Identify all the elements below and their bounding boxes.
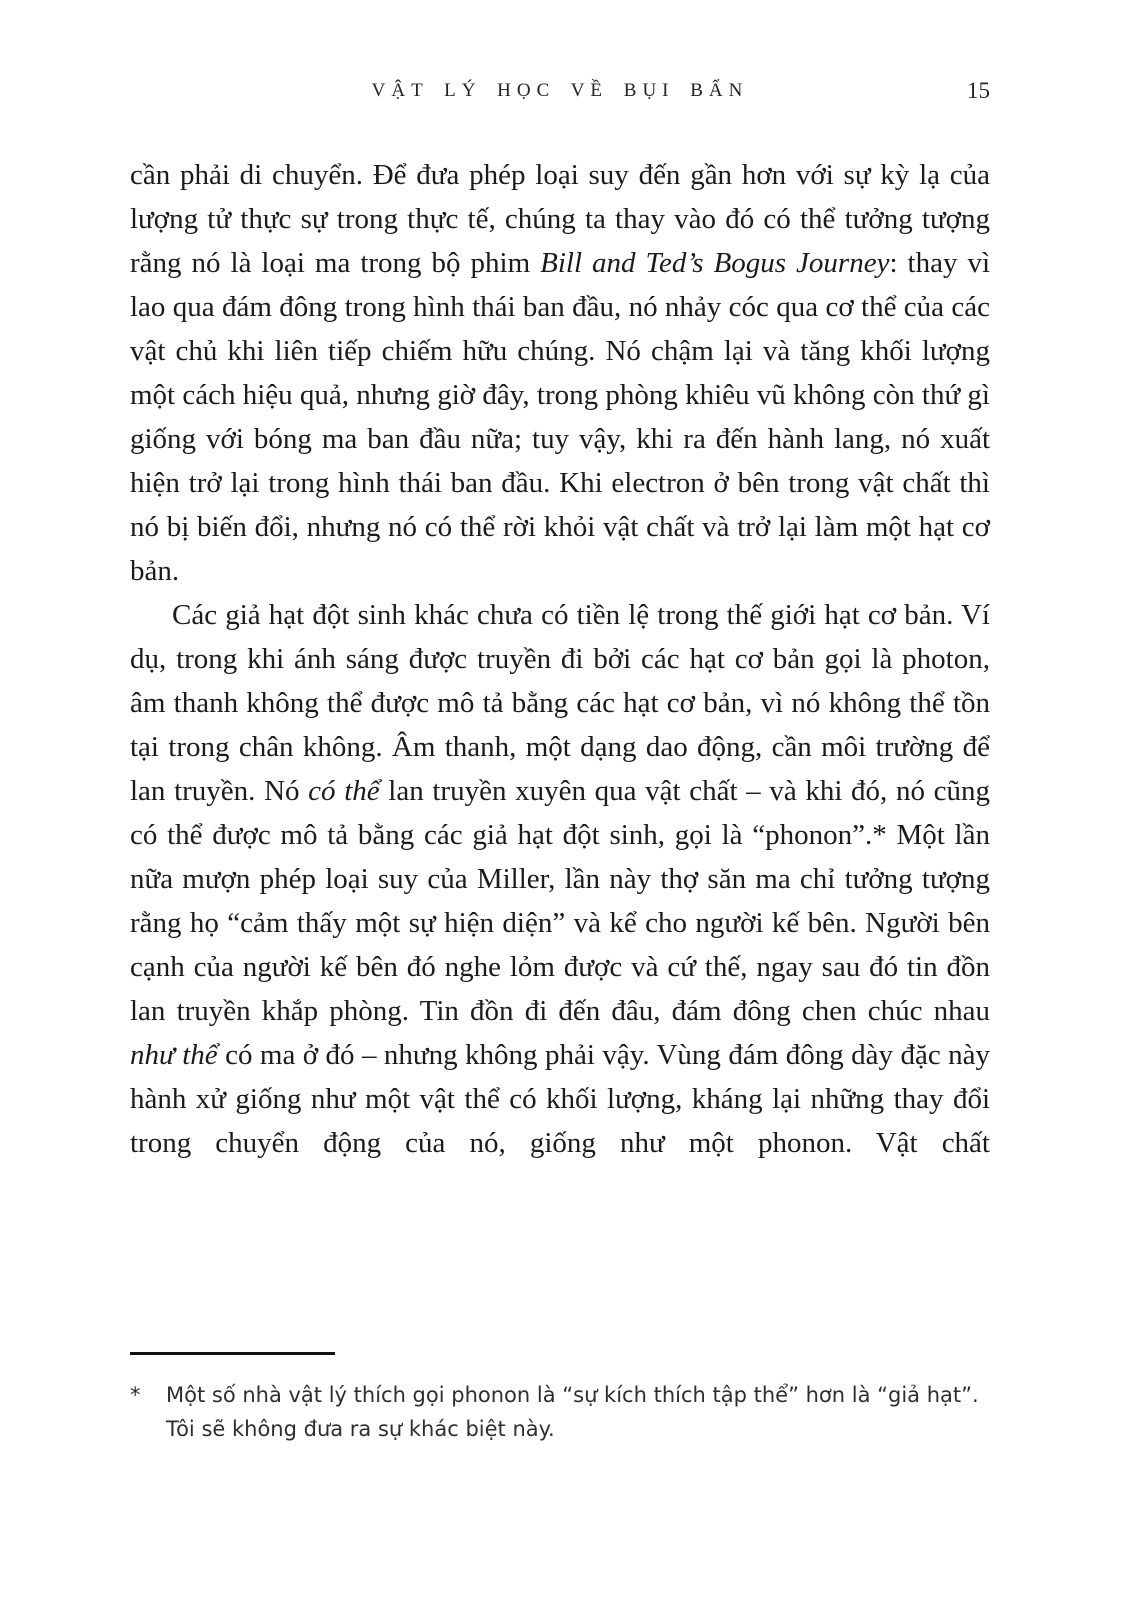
footnote-marker: * <box>130 1383 141 1407</box>
footnote-divider <box>130 1352 335 1355</box>
footnote-text: Một số nhà vật lý thích gọi phonon là “sự kích thích tập thể” hơn là “giả hạt”. Tôi sẽ không đưa ra sự khác biệt này. <box>166 1383 979 1441</box>
running-title: VẬT LÝ HỌC VỀ BỤI BẨN <box>371 80 749 101</box>
page-number: 15 <box>967 78 990 103</box>
footnote <box>130 1378 992 1446</box>
paragraph-2: Các giả hạt đột sinh khác chưa có tiền lệ trong thế giới hạt cơ bản. Ví dụ, trong khi ánh sáng được truyền đi bởi các hạt cơ bản gọi là photon, âm thanh không thể được mô tả bằng các hạt cơ bản, vì nó không thể tồn tại trong chân không. Âm thanh, một dạng dao động, cần môi trường để lan truyền. Nó có thể lan truyền xuyên qua vật chất – và khi đó, nó cũng có thể được mô tả bằng các giả hạt đột sinh, gọi là “phonon”.* Một lần nữa mượn phép loại suy của Miller, lần này thợ săn ma chỉ tưởng tượng rằng họ “cảm thấy một sự hiện diện” và kể cho người kế bên. Người bên cạnh của người kế bên đó nghe lỏm được và cứ thế, ngay sau đó tin đồn lan truyền khắp phòng. Tin đồn đi đến đâu, đám đông chen chúc nhau như thể có ma ở đó – nhưng không phải vậy. Vùng đám đông dày đặc này hành xử giống như một vật thể có khối lượng, kháng lại những thay đổi trong chuyển động của nó, giống như một phonon. Vật chất <box>130 599 991 1159</box>
body-text <box>130 153 990 1165</box>
paragraph-1: cần phải di chuyển. Để đưa phép loại suy đến gần hơn với sự kỳ lạ của lượng tử thực sự trong thực tế, chúng ta thay vào đó có thể tưởng tượng rằng nó là loại ma trong bộ phim Bill and Ted’s Bogus Journey: thay vì lao qua đám đông trong hình thái ban đầu, nó nhảy cóc qua cơ thể của các vật chủ khi liên tiếp chiếm hữu chúng. Nó chậm lại và tăng khối lượng một cách hiệu quả, nhưng giờ đây, trong phòng khiêu vũ không còn thứ gì giống với bóng ma ban đầu nữa; tuy vậy, khi ra đến hành lang, nó xuất hiện trở lại trong hình thái ban đầu. Khi electron ở bên trong vật chất thì nó bị biến đổi, nhưng nó có thể rời khỏi vật chất và trở lại làm một hạt cơ bản. <box>130 159 990 587</box>
page-header <box>130 80 990 102</box>
